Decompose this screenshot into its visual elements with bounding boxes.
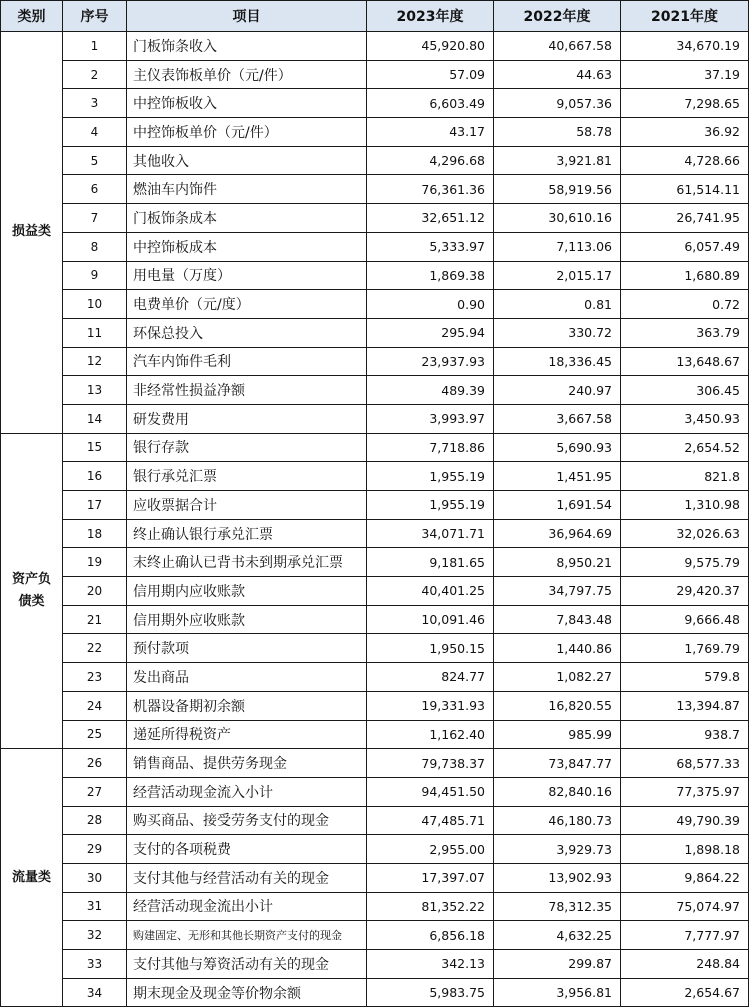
index-cell: 23 bbox=[63, 663, 127, 692]
table-row bbox=[1, 491, 749, 520]
table-row bbox=[1, 462, 749, 491]
value-2021-cell: 13,394.87 bbox=[621, 691, 749, 720]
value-2023-cell: 295.94 bbox=[367, 318, 494, 347]
value-2021-cell: 9,575.79 bbox=[621, 548, 749, 577]
index-cell: 27 bbox=[63, 777, 127, 806]
index-cell: 17 bbox=[63, 491, 127, 520]
value-2023-cell: 9,181.65 bbox=[367, 548, 494, 577]
value-2023-cell: 824.77 bbox=[367, 663, 494, 692]
value-2021-cell: 9,666.48 bbox=[621, 605, 749, 634]
item-cell: 用电量（万度） bbox=[127, 261, 367, 290]
value-2021-cell: 32,026.63 bbox=[621, 519, 749, 548]
value-2023-cell: 5,983.75 bbox=[367, 978, 494, 1007]
header-row bbox=[1, 1, 749, 32]
index-cell: 30 bbox=[63, 863, 127, 892]
index-cell: 10 bbox=[63, 290, 127, 319]
value-2023-cell: 57.09 bbox=[367, 60, 494, 89]
index-cell: 33 bbox=[63, 950, 127, 979]
index-cell: 31 bbox=[63, 892, 127, 921]
value-2021-cell: 9,864.22 bbox=[621, 863, 749, 892]
value-2023-cell: 79,738.37 bbox=[367, 749, 494, 778]
value-2023-cell: 40,401.25 bbox=[367, 577, 494, 606]
value-2021-cell: 821.8 bbox=[621, 462, 749, 491]
value-2021-cell: 1,898.18 bbox=[621, 835, 749, 864]
index-cell: 13 bbox=[63, 376, 127, 405]
value-2021-cell: 3,450.93 bbox=[621, 404, 749, 433]
value-2023-cell: 47,485.71 bbox=[367, 806, 494, 835]
index-cell: 7 bbox=[63, 204, 127, 233]
category-cell: 流量类 bbox=[1, 749, 63, 1007]
value-2023-cell: 0.90 bbox=[367, 290, 494, 319]
value-2023-cell: 10,091.46 bbox=[367, 605, 494, 634]
table-row bbox=[1, 691, 749, 720]
value-2022-cell: 18,336.45 bbox=[494, 347, 621, 376]
table-row bbox=[1, 663, 749, 692]
table-row bbox=[1, 519, 749, 548]
item-cell: 其他收入 bbox=[127, 146, 367, 175]
table-row bbox=[1, 146, 749, 175]
table-row bbox=[1, 175, 749, 204]
value-2021-cell: 938.7 bbox=[621, 720, 749, 749]
value-2021-cell: 579.8 bbox=[621, 663, 749, 692]
table-row bbox=[1, 892, 749, 921]
item-cell: 期末现金及现金等价物余额 bbox=[127, 978, 367, 1007]
item-cell: 销售商品、提供劳务现金 bbox=[127, 749, 367, 778]
value-2022-cell: 2,015.17 bbox=[494, 261, 621, 290]
value-2022-cell: 1,691.54 bbox=[494, 491, 621, 520]
value-2023-cell: 4,296.68 bbox=[367, 146, 494, 175]
table-row bbox=[1, 806, 749, 835]
table-row bbox=[1, 749, 749, 778]
item-cell: 银行存款 bbox=[127, 433, 367, 462]
item-cell: 信用期外应收账款 bbox=[127, 605, 367, 634]
item-cell: 研发费用 bbox=[127, 404, 367, 433]
item-cell: 非经常性损益净额 bbox=[127, 376, 367, 405]
value-2022-cell: 7,113.06 bbox=[494, 232, 621, 261]
value-2021-cell: 77,375.97 bbox=[621, 777, 749, 806]
value-2022-cell: 3,956.81 bbox=[494, 978, 621, 1007]
table-row bbox=[1, 863, 749, 892]
item-cell: 应收票据合计 bbox=[127, 491, 367, 520]
value-2022-cell: 44.63 bbox=[494, 60, 621, 89]
value-2022-cell: 46,180.73 bbox=[494, 806, 621, 835]
table-row bbox=[1, 376, 749, 405]
value-2022-cell: 82,840.16 bbox=[494, 777, 621, 806]
item-cell: 中控饰板收入 bbox=[127, 89, 367, 118]
index-cell: 1 bbox=[63, 32, 127, 61]
table-row bbox=[1, 290, 749, 319]
table-row bbox=[1, 404, 749, 433]
value-2022-cell: 30,610.16 bbox=[494, 204, 621, 233]
value-2023-cell: 7,718.86 bbox=[367, 433, 494, 462]
value-2022-cell: 299.87 bbox=[494, 950, 621, 979]
item-cell: 电费单价（元/度） bbox=[127, 290, 367, 319]
category-cell: 损益类 bbox=[1, 32, 63, 434]
value-2022-cell: 3,929.73 bbox=[494, 835, 621, 864]
index-cell: 15 bbox=[63, 433, 127, 462]
value-2021-cell: 61,514.11 bbox=[621, 175, 749, 204]
value-2022-cell: 240.97 bbox=[494, 376, 621, 405]
index-cell: 21 bbox=[63, 605, 127, 634]
index-cell: 8 bbox=[63, 232, 127, 261]
value-2023-cell: 6,856.18 bbox=[367, 921, 494, 950]
item-cell: 末终止确认已背书未到期承兑汇票 bbox=[127, 548, 367, 577]
item-cell: 门板饰条收入 bbox=[127, 32, 367, 61]
value-2023-cell: 43.17 bbox=[367, 118, 494, 147]
value-2021-cell: 2,654.52 bbox=[621, 433, 749, 462]
value-2022-cell: 7,843.48 bbox=[494, 605, 621, 634]
value-2022-cell: 1,082.27 bbox=[494, 663, 621, 692]
value-2022-cell: 4,632.25 bbox=[494, 921, 621, 950]
value-2021-cell: 36.92 bbox=[621, 118, 749, 147]
value-2023-cell: 489.39 bbox=[367, 376, 494, 405]
item-cell: 银行承兑汇票 bbox=[127, 462, 367, 491]
index-cell: 29 bbox=[63, 835, 127, 864]
value-2023-cell: 1,955.19 bbox=[367, 491, 494, 520]
value-2022-cell: 73,847.77 bbox=[494, 749, 621, 778]
value-2021-cell: 7,777.97 bbox=[621, 921, 749, 950]
index-cell: 32 bbox=[63, 921, 127, 950]
item-cell: 支付其他与筹资活动有关的现金 bbox=[127, 950, 367, 979]
value-2023-cell: 76,361.36 bbox=[367, 175, 494, 204]
value-2023-cell: 1,869.38 bbox=[367, 261, 494, 290]
value-2021-cell: 49,790.39 bbox=[621, 806, 749, 835]
header-category: 类别 bbox=[1, 1, 63, 32]
value-2022-cell: 1,451.95 bbox=[494, 462, 621, 491]
value-2023-cell: 17,397.07 bbox=[367, 863, 494, 892]
value-2023-cell: 19,331.93 bbox=[367, 691, 494, 720]
index-cell: 6 bbox=[63, 175, 127, 204]
index-cell: 28 bbox=[63, 806, 127, 835]
item-cell: 发出商品 bbox=[127, 663, 367, 692]
value-2021-cell: 1,310.98 bbox=[621, 491, 749, 520]
item-cell: 递延所得税资产 bbox=[127, 720, 367, 749]
table-row bbox=[1, 318, 749, 347]
item-cell: 燃油车内饰件 bbox=[127, 175, 367, 204]
value-2021-cell: 37.19 bbox=[621, 60, 749, 89]
table-row bbox=[1, 950, 749, 979]
item-cell: 汽车内饰件毛利 bbox=[127, 347, 367, 376]
item-cell: 主仪表饰板单价（元/件） bbox=[127, 60, 367, 89]
item-cell: 支付的各项税费 bbox=[127, 835, 367, 864]
value-2021-cell: 7,298.65 bbox=[621, 89, 749, 118]
value-2022-cell: 34,797.75 bbox=[494, 577, 621, 606]
value-2023-cell: 6,603.49 bbox=[367, 89, 494, 118]
value-2023-cell: 5,333.97 bbox=[367, 232, 494, 261]
index-cell: 26 bbox=[63, 749, 127, 778]
value-2023-cell: 81,352.22 bbox=[367, 892, 494, 921]
value-2021-cell: 68,577.33 bbox=[621, 749, 749, 778]
value-2021-cell: 2,654.67 bbox=[621, 978, 749, 1007]
table-row bbox=[1, 548, 749, 577]
value-2021-cell: 306.45 bbox=[621, 376, 749, 405]
value-2023-cell: 1,955.19 bbox=[367, 462, 494, 491]
header-2023: 2023年度 bbox=[367, 1, 494, 32]
index-cell: 20 bbox=[63, 577, 127, 606]
value-2022-cell: 16,820.55 bbox=[494, 691, 621, 720]
item-cell: 环保总投入 bbox=[127, 318, 367, 347]
table-row bbox=[1, 634, 749, 663]
index-cell: 22 bbox=[63, 634, 127, 663]
value-2022-cell: 985.99 bbox=[494, 720, 621, 749]
table-row bbox=[1, 204, 749, 233]
value-2021-cell: 29,420.37 bbox=[621, 577, 749, 606]
table-row bbox=[1, 433, 749, 462]
value-2021-cell: 26,741.95 bbox=[621, 204, 749, 233]
category-cell: 资产负债类 bbox=[1, 433, 63, 749]
value-2022-cell: 3,667.58 bbox=[494, 404, 621, 433]
value-2022-cell: 78,312.35 bbox=[494, 892, 621, 921]
table-row bbox=[1, 605, 749, 634]
index-cell: 25 bbox=[63, 720, 127, 749]
value-2021-cell: 248.84 bbox=[621, 950, 749, 979]
table-row bbox=[1, 232, 749, 261]
table-row bbox=[1, 835, 749, 864]
item-cell: 购建固定、无形和其他长期资产支付的现金 bbox=[127, 921, 367, 950]
value-2023-cell: 1,162.40 bbox=[367, 720, 494, 749]
value-2021-cell: 75,074.97 bbox=[621, 892, 749, 921]
value-2023-cell: 32,651.12 bbox=[367, 204, 494, 233]
value-2022-cell: 40,667.58 bbox=[494, 32, 621, 61]
index-cell: 3 bbox=[63, 89, 127, 118]
value-2022-cell: 13,902.93 bbox=[494, 863, 621, 892]
value-2021-cell: 1,680.89 bbox=[621, 261, 749, 290]
item-cell: 预付款项 bbox=[127, 634, 367, 663]
value-2021-cell: 34,670.19 bbox=[621, 32, 749, 61]
header-2021: 2021年度 bbox=[621, 1, 749, 32]
value-2023-cell: 23,937.93 bbox=[367, 347, 494, 376]
value-2022-cell: 330.72 bbox=[494, 318, 621, 347]
item-cell: 机器设备期初余额 bbox=[127, 691, 367, 720]
index-cell: 11 bbox=[63, 318, 127, 347]
table-row bbox=[1, 347, 749, 376]
value-2023-cell: 34,071.71 bbox=[367, 519, 494, 548]
index-cell: 18 bbox=[63, 519, 127, 548]
item-cell: 信用期内应收账款 bbox=[127, 577, 367, 606]
index-cell: 2 bbox=[63, 60, 127, 89]
index-cell: 4 bbox=[63, 118, 127, 147]
value-2023-cell: 3,993.97 bbox=[367, 404, 494, 433]
index-cell: 5 bbox=[63, 146, 127, 175]
table-row bbox=[1, 89, 749, 118]
table-row bbox=[1, 921, 749, 950]
value-2022-cell: 5,690.93 bbox=[494, 433, 621, 462]
item-cell: 经营活动现金流入小计 bbox=[127, 777, 367, 806]
value-2022-cell: 36,964.69 bbox=[494, 519, 621, 548]
table-row bbox=[1, 60, 749, 89]
value-2021-cell: 4,728.66 bbox=[621, 146, 749, 175]
header-2022: 2022年度 bbox=[494, 1, 621, 32]
index-cell: 9 bbox=[63, 261, 127, 290]
value-2022-cell: 1,440.86 bbox=[494, 634, 621, 663]
table-row bbox=[1, 777, 749, 806]
table-row bbox=[1, 577, 749, 606]
value-2022-cell: 8,950.21 bbox=[494, 548, 621, 577]
value-2022-cell: 0.81 bbox=[494, 290, 621, 319]
header-index: 序号 bbox=[63, 1, 127, 32]
table-body bbox=[1, 32, 749, 1007]
value-2022-cell: 9,057.36 bbox=[494, 89, 621, 118]
table-row bbox=[1, 978, 749, 1007]
index-cell: 14 bbox=[63, 404, 127, 433]
value-2023-cell: 1,950.15 bbox=[367, 634, 494, 663]
item-cell: 购买商品、接受劳务支付的现金 bbox=[127, 806, 367, 835]
value-2021-cell: 1,769.79 bbox=[621, 634, 749, 663]
index-cell: 24 bbox=[63, 691, 127, 720]
item-cell: 中控饰板成本 bbox=[127, 232, 367, 261]
value-2022-cell: 3,921.81 bbox=[494, 146, 621, 175]
value-2023-cell: 2,955.00 bbox=[367, 835, 494, 864]
item-cell: 经营活动现金流出小计 bbox=[127, 892, 367, 921]
index-cell: 34 bbox=[63, 978, 127, 1007]
item-cell: 终止确认银行承兑汇票 bbox=[127, 519, 367, 548]
index-cell: 19 bbox=[63, 548, 127, 577]
table-row bbox=[1, 118, 749, 147]
index-cell: 12 bbox=[63, 347, 127, 376]
table-row bbox=[1, 32, 749, 61]
value-2022-cell: 58.78 bbox=[494, 118, 621, 147]
value-2021-cell: 0.72 bbox=[621, 290, 749, 319]
value-2021-cell: 363.79 bbox=[621, 318, 749, 347]
table-row bbox=[1, 261, 749, 290]
value-2021-cell: 13,648.67 bbox=[621, 347, 749, 376]
item-cell: 门板饰条成本 bbox=[127, 204, 367, 233]
header-item: 项目 bbox=[127, 1, 367, 32]
item-cell: 支付其他与经营活动有关的现金 bbox=[127, 863, 367, 892]
value-2023-cell: 94,451.50 bbox=[367, 777, 494, 806]
value-2023-cell: 342.13 bbox=[367, 950, 494, 979]
index-cell: 16 bbox=[63, 462, 127, 491]
value-2021-cell: 6,057.49 bbox=[621, 232, 749, 261]
value-2022-cell: 58,919.56 bbox=[494, 175, 621, 204]
value-2023-cell: 45,920.80 bbox=[367, 32, 494, 61]
table-row bbox=[1, 720, 749, 749]
item-cell: 中控饰板单价（元/件） bbox=[127, 118, 367, 147]
